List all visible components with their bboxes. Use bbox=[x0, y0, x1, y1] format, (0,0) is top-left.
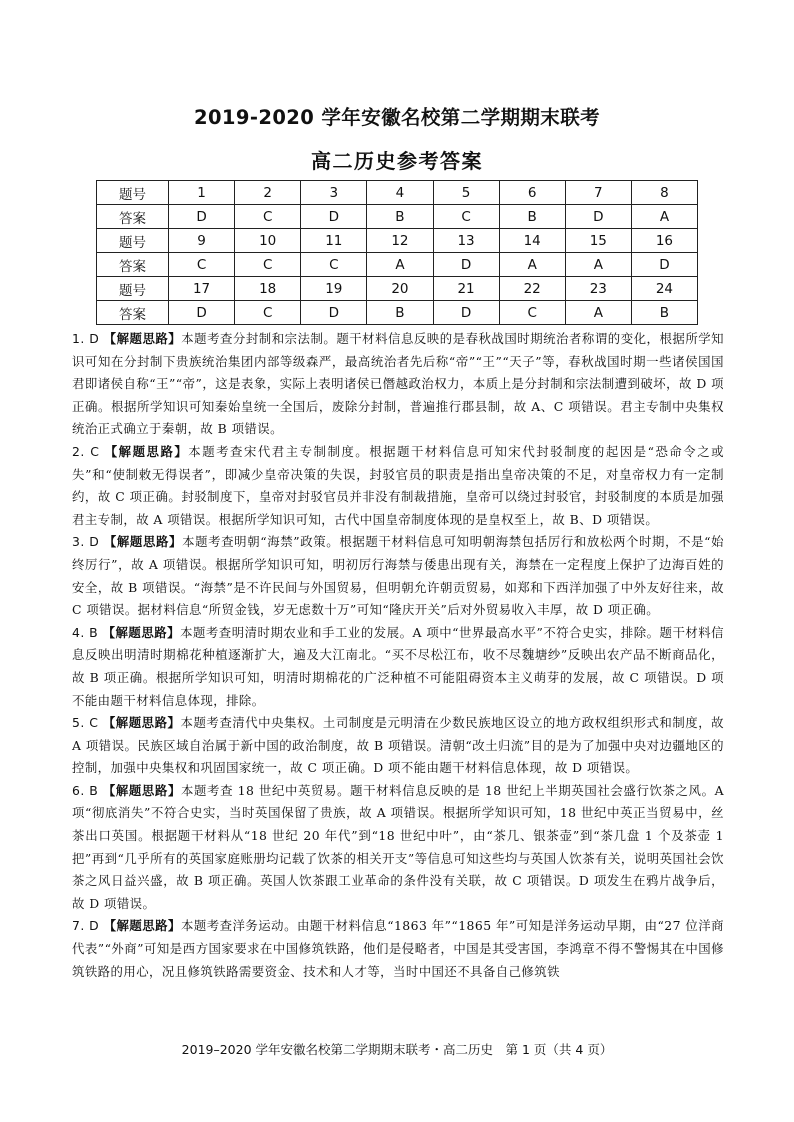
question-number-cell: 19 bbox=[301, 277, 367, 301]
answer-row bbox=[97, 205, 698, 229]
question-number-cell: 14 bbox=[499, 229, 565, 253]
question-answer-label: 1. D bbox=[72, 331, 100, 346]
document-subtitle: 高二历史参考答案 bbox=[311, 149, 483, 173]
explanation-paragraph bbox=[72, 328, 724, 441]
answer-table bbox=[96, 180, 698, 325]
answer-cell: C bbox=[169, 253, 235, 277]
question-number-cell: 11 bbox=[301, 229, 367, 253]
question-number-cell: 7 bbox=[565, 181, 631, 205]
solution-tag: 【解题思路】 bbox=[103, 534, 183, 550]
question-answer-label: 6. B bbox=[72, 782, 99, 798]
question-number-cell: 15 bbox=[565, 229, 631, 253]
question-number-cell: 21 bbox=[433, 277, 499, 301]
answer-cell: B bbox=[367, 301, 433, 325]
row-label: 答案 bbox=[97, 205, 169, 229]
answer-row bbox=[97, 253, 698, 277]
answer-cell: C bbox=[499, 301, 565, 325]
question-number-row bbox=[97, 229, 698, 253]
answer-cell: D bbox=[169, 301, 235, 325]
answer-cell: A bbox=[499, 253, 565, 277]
row-label: 题号 bbox=[97, 277, 169, 301]
question-number-cell: 5 bbox=[433, 181, 499, 205]
answer-cell: A bbox=[367, 253, 433, 277]
answer-cell: B bbox=[499, 205, 565, 229]
answer-cell: D bbox=[565, 205, 631, 229]
answer-cell: C bbox=[235, 253, 301, 277]
question-number-cell: 8 bbox=[631, 181, 697, 205]
explanation-paragraph bbox=[72, 622, 724, 712]
answer-cell: A bbox=[631, 205, 697, 229]
answer-cell: C bbox=[235, 205, 301, 229]
answer-cell: A bbox=[565, 253, 631, 277]
question-number-cell: 9 bbox=[169, 229, 235, 253]
question-number-cell: 16 bbox=[631, 229, 697, 253]
question-answer-label: 7. D bbox=[72, 918, 100, 934]
answer-cell: D bbox=[301, 205, 367, 229]
question-number-cell: 12 bbox=[367, 229, 433, 253]
question-number-row bbox=[97, 181, 698, 205]
answer-cell: C bbox=[433, 205, 499, 229]
answer-cell: B bbox=[631, 301, 697, 325]
question-number-cell: 17 bbox=[169, 277, 235, 301]
explanation-text: 本题考查分封制和宗法制。题干材料信息反映的是春秋战国时期统治者称谓的变化，根据所学知识可知在分封制下贵族统治集团内部等级森严，最高统治者先后称“帝”“王”“天子”等，春秋战国时期一些诸侯国国君即诸侯自称“王”“帝”，这是表象，实际上表明诸侯已僭越政治权力，本质上是分封制和宗法制遭到破坏，故 D 项正确。根据所学知识可知秦始皇统一全国后，废除分封制，普遍推行郡县制，故 A、C 项错误。君主专制中央集权统治正式确立于秦朝，故 B 项错误。 bbox=[72, 331, 725, 437]
solution-tag: 【解题思路】 bbox=[103, 918, 181, 934]
explanation-text: 本题考查明清时期农业和手工业的发展。A 项中“世界最高水平”不符合史实，排除。题干材料信息反映出明清时期棉花种植逐渐扩大，遍及大江南北。“买不尽松江布，收不尽魏塘纱”反映出农产品不断商品化，故 B 项正确。根据所学知识可知，明清时期棉花的广泛种植不可能阻碍资本主义萌芽的发展，故 C 项错误。D 项不能由题干材料信息体现，排除。 bbox=[72, 624, 725, 708]
row-label: 题号 bbox=[97, 229, 169, 253]
question-number-cell: 6 bbox=[499, 181, 565, 205]
solution-tag: 【解题思路】 bbox=[103, 331, 182, 346]
question-number-cell: 23 bbox=[565, 277, 631, 301]
question-answer-label: 5. C bbox=[72, 715, 99, 731]
question-answer-label: 3. D bbox=[72, 534, 100, 550]
question-number-cell: 10 bbox=[235, 229, 301, 253]
row-label: 答案 bbox=[97, 301, 169, 325]
solution-tag: 【解题思路】 bbox=[102, 715, 181, 731]
explanation-paragraph bbox=[72, 915, 724, 983]
question-number-cell: 20 bbox=[367, 277, 433, 301]
solution-tag: 【解题思路】 bbox=[104, 443, 189, 459]
answer-cell: D bbox=[631, 253, 697, 277]
explanation-text: 本题考查 18 世纪中英贸易。题干材料信息反映的是 18 世纪上半期英国社会盛行饮茶之风。A 项“彻底消失”不符合史实，当时英国保留了贵族，故 A 项错误。根据所学知识可知，18 世纪中英正当贸易中，丝茶出口英国。根据题干材料从“18 世纪 20 年代”到“18 世纪中叶”，由“茶几、银茶壶”到“茶几盘 1 个及茶壶 1 把”再到“几乎所有的英国家庭账册均记载了饮茶的相关开支”等信息可知这些均与英国人饮茶有关，说明英国社会饮茶之风日益兴盛，故 B 项正确。英国人饮茶跟工业革命的条件没有关联，故 C 项错误。D 项发生在鸦片战争后，故 D 项错误。 bbox=[72, 782, 725, 911]
page-footer: 2019–2020 学年安徽名校第二学期期末联考・高二历史 第 1 页（共 4 页） bbox=[181, 1042, 613, 1057]
explanation-text: 本题考查宋代君主专制制度。根据题干材料信息可知宋代封驳制度的起因是“恐命令之或失”和“使制敕无得误者”，即减少皇帝决策的失误，封驳官员的职责是指出皇帝决策的不足，对皇帝权力有一定制约，故 C 项正确。封驳制度下，皇帝对封驳官员并非没有制裁措施，皇帝可以绕过封驳官，封驳制度的本质是加强君主专制，故 A 项错误。根据所学知识可知，古代中国皇帝制度体现的是皇权至上，故 B、D 项错误。 bbox=[72, 443, 724, 527]
explanation-text: 本题考查明朝“海禁”政策。根据题干材料信息可知明朝海禁包括厉行和放松两个时期，不是“始终厉行”，故 A 项错误。根据所学知识可知，明初厉行海禁与倭患出现有关，海禁在一定程度上保护了边海百姓的安全，故 B 项错误。“海禁”是不许民间与外国贸易，但明朝允许朝贡贸易，如郑和下西洋加强了中外友好往来，故 C 项错误。据材料信息“所贸金钱，岁无虑数十万”可知“隆庆开关”后对外贸易收入丰厚，故 D 项正确。 bbox=[72, 534, 724, 618]
answer-cell: D bbox=[433, 253, 499, 277]
question-number-cell: 18 bbox=[235, 277, 301, 301]
question-number-cell: 13 bbox=[433, 229, 499, 253]
answer-cell: D bbox=[169, 205, 235, 229]
question-number-cell: 1 bbox=[169, 181, 235, 205]
question-number-cell: 22 bbox=[499, 277, 565, 301]
explanation-paragraph bbox=[72, 712, 724, 780]
question-number-cell: 3 bbox=[301, 181, 367, 205]
solution-tag: 【解题思路】 bbox=[102, 782, 181, 798]
row-label: 答案 bbox=[97, 253, 169, 277]
explanation-paragraph bbox=[72, 441, 724, 531]
solution-tag: 【解题思路】 bbox=[102, 624, 181, 640]
question-answer-label: 2. C bbox=[72, 443, 100, 459]
answer-cell: B bbox=[367, 205, 433, 229]
question-number-row bbox=[97, 277, 698, 301]
answer-cell: D bbox=[433, 301, 499, 325]
explanation-paragraph bbox=[72, 780, 724, 916]
answer-cell: C bbox=[301, 253, 367, 277]
question-number-cell: 2 bbox=[235, 181, 301, 205]
row-label: 题号 bbox=[97, 181, 169, 205]
answer-cell: A bbox=[565, 301, 631, 325]
answer-row bbox=[97, 301, 698, 325]
answer-cell: C bbox=[235, 301, 301, 325]
explanation-text: 本题考查清代中央集权。土司制度是元明清在少数民族地区设立的地方政权组织形式和制度，故 A 项错误。民族区域自治属于新中国的政治制度，故 B 项错误。清朝“改土归流”目的是为了加强中央对边疆地区的控制，加强中央集权和巩固国家统一，故 C 项正确。D 项不能由题干材料信息体现，故 D 项错误。 bbox=[72, 715, 725, 776]
explanation-paragraph bbox=[72, 531, 724, 621]
answer-cell: D bbox=[301, 301, 367, 325]
question-number-cell: 24 bbox=[631, 277, 697, 301]
explanation-text: 本题考查洋务运动。由题干材料信息“1863 年”“1865 年”可知是洋务运动早期，由“27 位洋商代表”“外商”可知是西方国家要求在中国修筑铁路，他们是侵略者，中国是其受害国，李鸿章不得不警惕其在中国修筑铁路的用心，况且修筑铁路需要资金、技术和人才等，当时中国还不具备自己修筑铁 bbox=[72, 918, 725, 979]
document-title: 2019-2020 学年安徽名校第二学期期末联考 bbox=[193, 106, 601, 129]
question-number-cell: 4 bbox=[367, 181, 433, 205]
question-answer-label: 4. B bbox=[72, 624, 99, 640]
explanations-section bbox=[72, 328, 724, 983]
